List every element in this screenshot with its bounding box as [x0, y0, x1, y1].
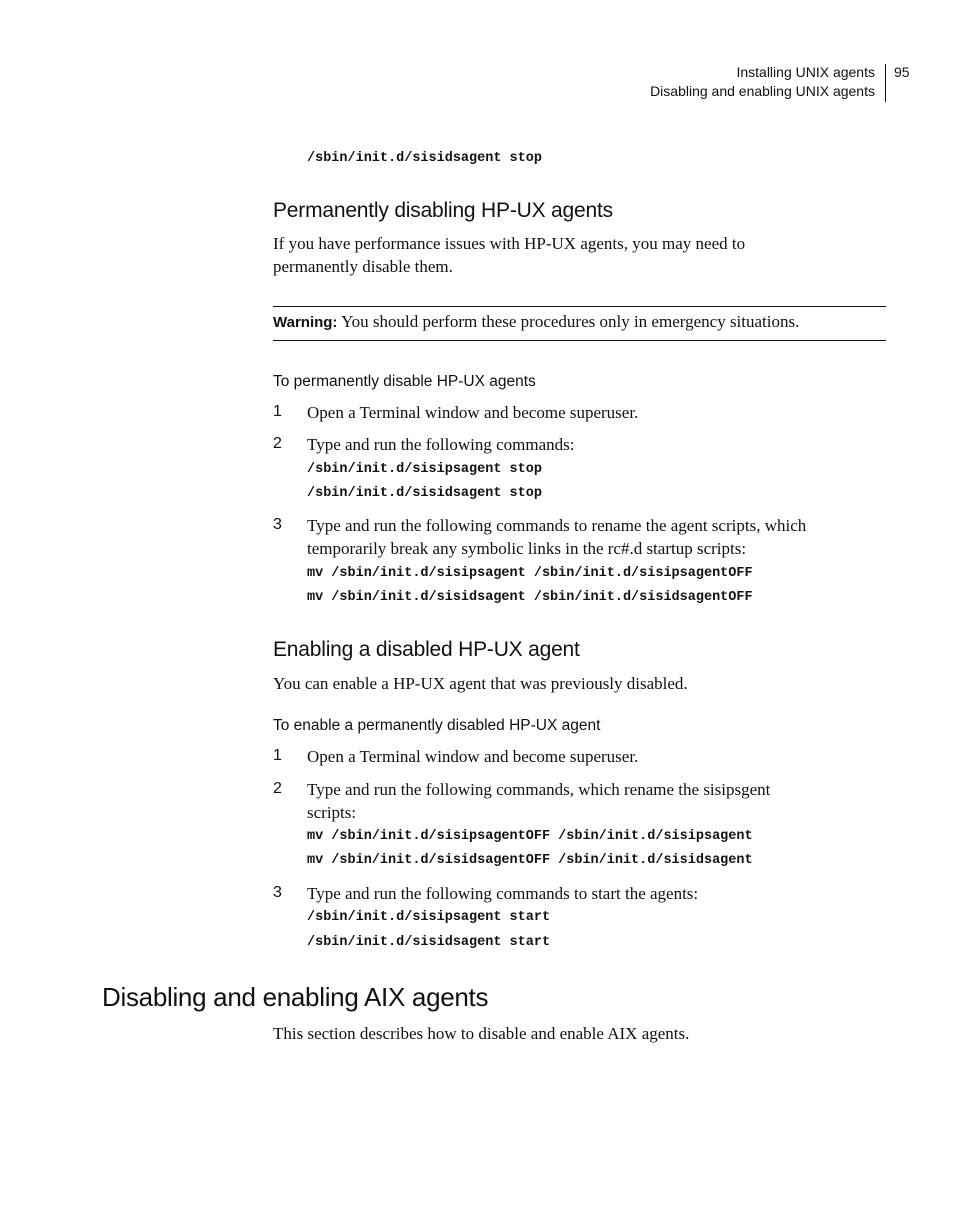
- running-header-title: Disabling and enabling UNIX agents: [650, 83, 875, 99]
- code-line: mv /sbin/init.d/sisidsagent /sbin/init.d/sisidsagentOFF: [307, 590, 753, 605]
- paragraph-line: You can enable a HP-UX agent that was previously disabled.: [273, 674, 688, 693]
- step-text: Type and run the following commands to rename the agent scripts, which: [307, 516, 807, 535]
- code-line: /sbin/init.d/sisidsagent start: [307, 935, 551, 950]
- step-text: scripts:: [307, 803, 357, 822]
- code-line: /sbin/init.d/sisipsagent stop: [307, 462, 542, 477]
- step-number: 3: [273, 884, 282, 901]
- paragraph-line: If you have performance issues with HP-UX agents, you may need to: [273, 234, 746, 253]
- step-text: temporarily break any symbolic links in the rc#.d startup scripts:: [307, 539, 747, 558]
- warning-label: Warning:: [273, 314, 338, 331]
- step-number: 3: [273, 516, 282, 533]
- warning-bottom-rule: [273, 340, 886, 341]
- code-line: /sbin/init.d/sisidsagent stop: [307, 486, 542, 501]
- step-number: 2: [273, 435, 282, 452]
- section-heading: Permanently disabling HP-UX agents: [273, 199, 613, 222]
- step-text: Open a Terminal window and become superuser.: [307, 403, 639, 422]
- code-line: /sbin/init.d/sisidsagent stop: [307, 151, 542, 166]
- page-number: 95: [894, 64, 910, 80]
- step-text: Type and run the following commands:: [307, 435, 575, 454]
- code-line: /sbin/init.d/sisipsagent start: [307, 910, 551, 925]
- step-text: Type and run the following commands, which rename the sisipsgent: [307, 780, 771, 799]
- step-number: 2: [273, 780, 282, 797]
- step-text: Type and run the following commands to start the agents:: [307, 884, 699, 903]
- paragraph-line: This section describes how to disable and enable AIX agents.: [273, 1024, 690, 1043]
- code-line: mv /sbin/init.d/sisipsagent /sbin/init.d/sisipsagentOFF: [307, 566, 753, 581]
- header-divider: [885, 64, 886, 102]
- warning-text: You should perform these procedures only in emergency situations.: [341, 312, 800, 331]
- step-text: Open a Terminal window and become superuser.: [307, 747, 639, 766]
- paragraph-line: permanently disable them.: [273, 257, 453, 276]
- step-number: 1: [273, 403, 282, 420]
- warning-note: [273, 310, 799, 334]
- running-header-section: Installing UNIX agents: [736, 64, 875, 80]
- procedure-title: To enable a permanently disabled HP-UX agent: [273, 717, 601, 734]
- code-line: mv /sbin/init.d/sisidsagentOFF /sbin/init.d/sisidsagent: [307, 853, 753, 868]
- chapter-heading: Disabling and enabling AIX agents: [102, 982, 489, 1012]
- code-line: mv /sbin/init.d/sisipsagentOFF /sbin/init.d/sisipsagent: [307, 829, 753, 844]
- warning-top-rule: [273, 306, 886, 307]
- step-number: 1: [273, 747, 282, 764]
- section-heading: Enabling a disabled HP-UX agent: [273, 638, 580, 661]
- procedure-title: To permanently disable HP-UX agents: [273, 373, 536, 390]
